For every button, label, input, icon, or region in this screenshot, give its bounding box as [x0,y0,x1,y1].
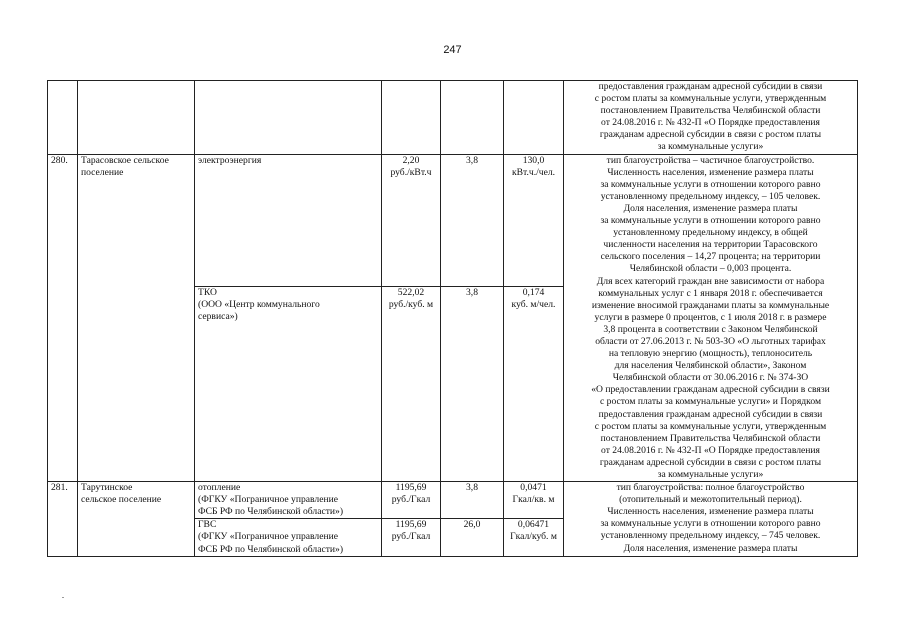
service-name [195,482,382,519]
text-line: установленному предельному индексу, – 745 человек. [600,530,821,542]
text-line: за коммунальные услуги в отношении которого равно [600,178,821,190]
tariff-index: 3,8 [441,154,504,286]
text-line: руб./Гкал [391,531,431,543]
text-line: кВт.ч./чел. [511,166,556,178]
text-line: Тарасовское сельское [81,154,169,166]
text-line: (ФГКУ «Пограничное управление [198,531,338,543]
text-line: руб./Гкал [391,494,431,506]
cell-note [564,81,858,155]
text-line: 0,0471 [520,482,547,494]
text-line: 0,06471 [517,519,550,531]
text-line: (ООО «Центр коммунального [198,298,320,310]
text-line: с ростом платы за коммунальные услуги, утвержденным [594,93,827,105]
text-line: «О предоставлении гражданам адресной субсидии в связи [591,384,830,396]
text-line: 1195,69 [395,519,427,531]
text-line: области от 27.06.2013 г. № 503-ЗО «О льготных тарифах [595,335,826,347]
text-line: ФСБ РФ по Челябинской области») [198,543,344,555]
text-line: отопление [198,482,241,494]
row-number: 281. [48,482,78,557]
tariff-table [47,80,858,557]
text-line: гражданам адресной субсидии в связи с ростом платы [599,456,822,468]
row-number: 280. [48,154,78,482]
text-line: поселение [81,166,124,178]
consumption-norm [504,286,564,481]
text-line: гражданам адресной субсидии в связи с ростом платы [599,129,822,141]
text-line: сельского поселения – 14,27 процента; на территории [600,251,821,263]
consumption-norm [504,154,564,286]
text-line: (отопительный и межотопительный период). [619,494,802,506]
table-row-281-a [48,482,858,519]
text-line: Доля населения, изменение размера платы [623,202,798,214]
text-line: ФСБ РФ по Челябинской области») [198,506,344,518]
cell-name [78,81,195,155]
text-line: куб. м/чел. [511,298,556,310]
text-line: предоставления гражданам адресной субсидии в связи [598,81,823,92]
text-line: сервиса») [198,310,238,322]
text-line: электроэнергия [198,154,262,166]
text-line: для населения Челябинской области», Законом [614,360,807,372]
text-line: за коммунальные услуги» [657,469,764,480]
cell-note [564,482,858,557]
text-line: от 24.08.2016 г. № 432-П «О Порядке предоставления [601,117,820,129]
page-number: 247 [443,44,462,56]
service-name [195,154,382,286]
table-row-continued [48,81,858,155]
text-line: ГВС [198,519,217,531]
table-row-280-a [48,154,858,286]
text-line: тип благоустройства: полное благоустройство [616,482,805,494]
text-line: руб./кВт.ч [390,166,432,178]
tariff-price [382,519,441,556]
text-line: с ростом платы за коммунальные услуги, утвержденным [594,420,827,432]
text-line: предоставления гражданам адресной субсидии в связи [598,408,823,420]
tariff-price [382,154,441,286]
text-line: Доля населения, изменение размера платы [623,542,798,554]
cell-price [382,81,441,155]
text-line: Для всех категорий граждан вне зависимости от набора [596,275,825,287]
tariff-price [382,286,441,481]
service-name [195,286,382,481]
text-line: постановлением Правительства Челябинской области [600,432,821,444]
tariff-index: 26,0 [441,519,504,556]
cell-note [564,154,858,482]
settlement-name [78,482,195,557]
settlement-name [78,154,195,482]
text-line: Гкал/кв. м [512,494,555,506]
text-line: Челябинской области от 30.06.2016 г. № 374-ЗО [612,372,809,384]
text-line: Тарутинское [81,482,133,494]
consumption-norm [504,519,564,556]
tariff-index: 3,8 [441,482,504,519]
text-line: за коммунальные услуги» [657,141,764,153]
text-line: постановлением Правительства Челябинской области [600,105,821,117]
text-line: от 24.08.2016 г. № 432-П «О Порядке предоставления [601,444,820,456]
text-line: за коммунальные услуги в отношении которого равно [600,518,821,530]
text-line: Гкал/куб. м [510,531,557,543]
text-line: на тепловую энергию (мощность), теплоноситель [608,348,813,360]
text-line: ТКО [198,286,217,298]
text-line: 0,174 [522,286,545,298]
text-line: коммунальных услуг с 1 января 2018 г. обеспечивается [598,287,823,299]
text-line: руб./куб. м [388,298,434,310]
text-line: 2,20 [402,154,420,166]
consumption-norm [504,482,564,519]
text-line: 522,02 [397,286,425,298]
tariff-index: 3,8 [441,286,504,481]
text-line: с ростом платы за коммунальные услуги» и Порядком [599,396,822,408]
text-line: установленному предельному индексу, в общей [613,227,808,239]
text-line: сельское поселение [81,494,162,506]
text-line: численности населения на территории Тарасовского [603,239,818,251]
text-line: 3,8 процента в соответствии с Законом Челябинской [603,323,818,335]
text-line: тип благоустройства – частичное благоустройство. [606,154,815,166]
text-line: 1195,69 [395,482,427,494]
cell-service [195,81,382,155]
text-line: изменение вносимой гражданами платы за коммунальные [591,299,830,311]
text-line: (ФГКУ «Пограничное управление [198,494,338,506]
text-line: установленному предельному индексу, – 105 человек. [600,190,821,202]
cell-norm [504,81,564,155]
cell-num [48,81,78,155]
text-line: Численность населения, изменение размера платы [607,506,814,518]
scan-mark [62,597,64,598]
text-line: Численность населения, изменение размера платы [607,166,814,178]
service-name [195,519,382,556]
tariff-price [382,482,441,519]
cell-index [441,81,504,155]
text-line: Челябинской области – 0,003 процента. [629,263,792,275]
text-line: услуги в размере 0 процентов, с 1 июля 2018 г. в размере [594,311,827,323]
text-line: 130,0 [522,154,545,166]
text-line: за коммунальные услуги в отношении которого равно [600,215,821,227]
